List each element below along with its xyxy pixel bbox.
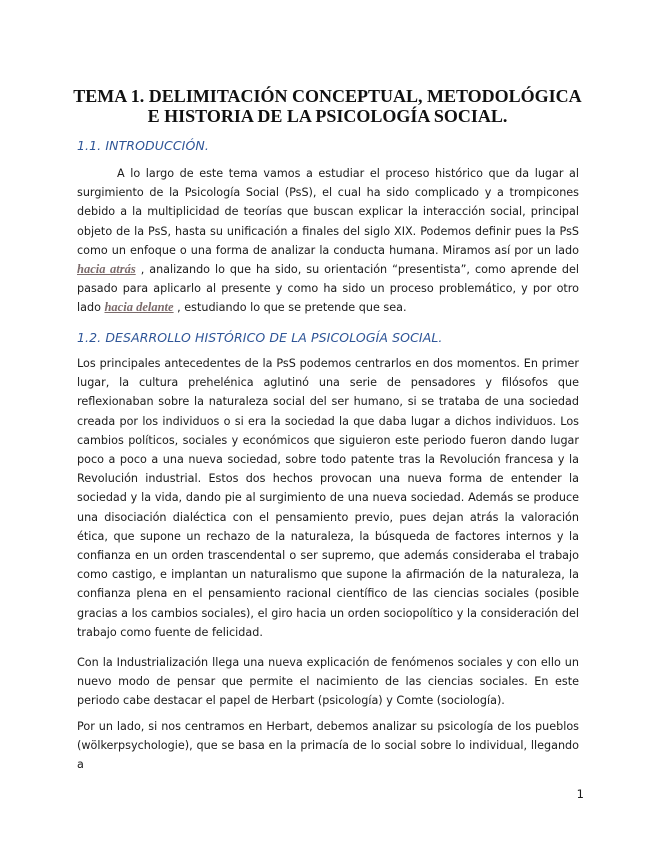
paragraph-industrializacion: Con la Industrialización llega una nueva explicación de fenómenos sociales y con ello un nuevo modo de pensar que permite el nacimiento de las ciencias sociales. En este periodo cabe destacar el papel de Herbart (psicología) y Comte (sociología). [77,656,579,708]
title-line-2: E HISTORIA DE LA PSICOLOGÍA SOCIAL. [147,106,508,126]
link-hacia-delante[interactable]: hacia delante [104,300,174,315]
section-heading-desarrollo: 1.2. DESARROLLO HISTÓRICO DE LA PSICOLOGÍA SOCIAL. [77,330,443,345]
paragraph-herbart: Por un lado, si nos centramos en Herbart, debemos analizar su psicología de los pueblos (wölkerpsychologie), que se basa en la primacía de lo social sobre lo individual, llegando a [77,720,579,772]
page-number: 1 [576,787,584,801]
section-heading-introduccion: 1.1. INTRODUCCIÓN. [77,138,209,153]
paragraph-text: , analizando lo que ha sido, su orientación “presentista”, como aprende del pasado para aplicarlo al presente y como ha sido un proceso problemático, y por otro lado [77,263,579,315]
paragraph-introduccion [77,164,579,318]
paragraph-text: A lo largo de este tema vamos a estudiar el proceso histórico que da lugar al surgimiento de la Psicología Social (PsS), el cual ha sido complicado y a trompicones debido a la multiplicidad de teorías que buscan explicar la interacción social, principal objeto de la PsS, hasta su unificación a finales del siglo XIX. Podemos definir pues la PsS como un enfoque o una forma de analizar la conducta humana. Miramos así por un lado [77,167,579,257]
document-title [60,86,595,126]
link-hacia-atras[interactable]: hacia atrás [77,262,136,277]
title-line-1: TEMA 1. DELIMITACIÓN CONCEPTUAL, METODOLÓGICA [73,86,582,106]
paragraph-text: , estudiando lo que se pretende que sea. [177,301,407,315]
paragraph-antecedentes: Los principales antecedentes de la PsS podemos centrarlos en dos momentos. En primer lugar, la cultura prehelénica aglutinó una serie de pensadores y filósofos que reflexionaban sobre la naturaleza social del ser humano, si se trataba de una sociedad creada por los individuos o si era la sociedad la que daba lugar a dichos individuos. Los cambios políticos, sociales y económicos que siguieron este periodo fueron dando lugar poco a poco a una nueva sociedad, sobre todo patente tras la Revolución francesa y la Revolución industrial. Estos dos hechos provocan una nueva forma de entender la sociedad y la vida, dando pie al surgimiento de una nueva sociedad. Además se produce una disociación dialéctica con el pensamiento previo, pues dejan atrás la valoración ética, que supone un rechazo de la naturaleza, la búsqueda de factores internos y la confianza en un orden trascendental o ser supremo, que además consideraba el trabajo como castigo, e implantan un naturalismo que supone la afirmación de la naturaleza, la confianza plena en el pensamiento racional científico de las ciencias sociales (posible gracias a los cambios sociales), el giro hacia un orden sociopolítico y la consideración del trabajo como fuente de felicidad. [77,357,579,639]
